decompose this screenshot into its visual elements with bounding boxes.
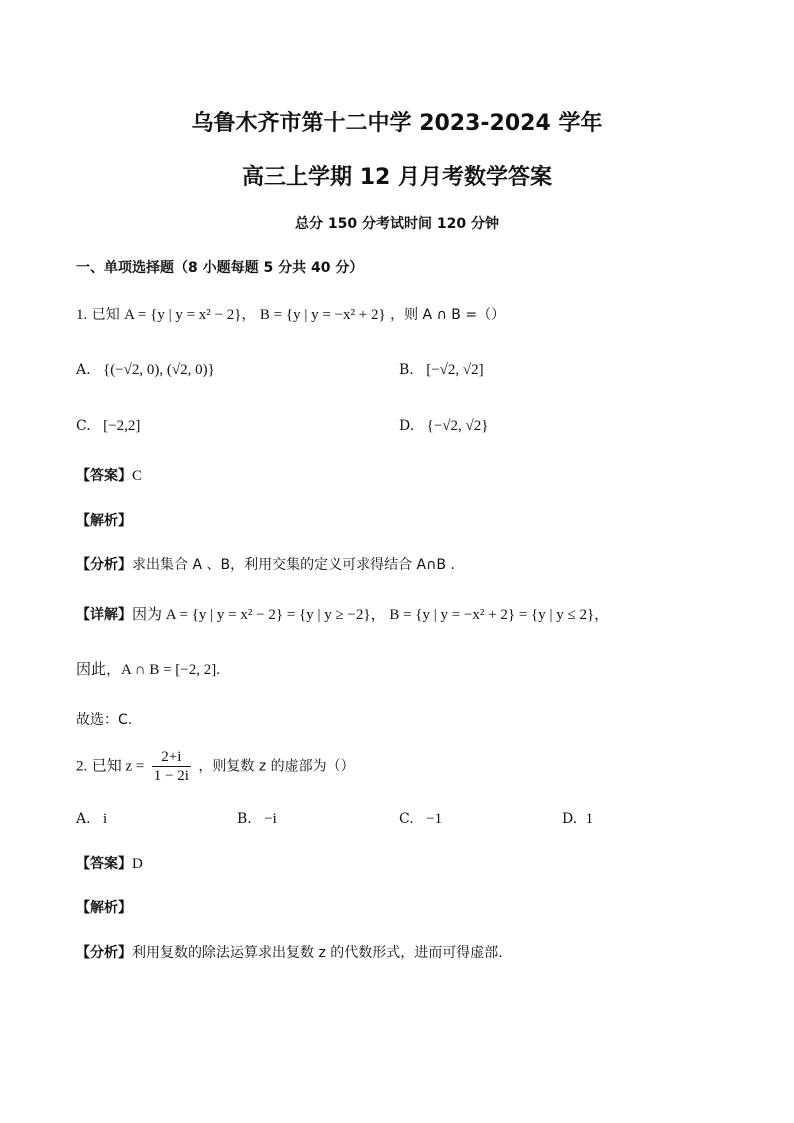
q1-analysis-tag: 【解析】	[76, 513, 132, 529]
option-text: 1	[585, 811, 594, 827]
option-label: B.	[237, 811, 252, 827]
question-stem-suffix: ，则复数 z 的虚部为（）	[198, 758, 355, 775]
option-text: i	[103, 811, 108, 827]
option-text: [−2,2]	[103, 418, 141, 434]
q2-fenxi	[76, 944, 503, 962]
option-label: D.	[562, 811, 578, 827]
q2-option-b	[237, 810, 277, 828]
q1-conclusion: 故选：C.	[76, 712, 133, 728]
option-label: C.	[399, 811, 414, 827]
q1-fenxi	[76, 556, 455, 574]
document-subtitle: 总分 150 分考试时间 120 分钟	[295, 216, 499, 232]
option-label: A.	[76, 362, 91, 378]
q2-option-d	[562, 810, 593, 828]
answer-value: C	[132, 468, 143, 484]
fenxi-text: 求出集合 A 、B，利用交集的定义可求得结合 A∩B .	[132, 557, 455, 573]
question-1-stem	[76, 306, 505, 324]
question-2-stem	[76, 748, 355, 785]
question-stem-prefix: 已知	[91, 307, 120, 323]
detail-tag: 【详解】	[76, 607, 132, 623]
option-text: −i	[264, 811, 277, 827]
option-label: B.	[399, 362, 414, 378]
q1-detail	[76, 606, 609, 624]
q1-option-c	[76, 417, 140, 435]
option-text: {(−√2, 0), (√2, 0)}	[103, 362, 215, 378]
q2-option-a	[76, 810, 107, 828]
fenxi-tag: 【分析】	[76, 557, 132, 573]
fenxi-text: 利用复数的除法运算求出复数 z 的代数形式，进而可得虚部.	[132, 945, 503, 961]
option-text: [−√2, √2]	[426, 362, 484, 378]
question-number: 2.	[76, 758, 88, 775]
question-stem-prefix: 已知 z =	[91, 758, 145, 775]
question-stem-suffix: ，则 A ∩ B =（）	[390, 307, 506, 323]
set-a-definition: A = {y | y = x² − 2}	[124, 307, 242, 323]
option-text: −1	[426, 811, 443, 827]
answer-tag: 【答案】	[76, 856, 132, 872]
document-title-line-2: 高三上学期 12 月月考数学答案	[242, 165, 552, 190]
fenxi-tag: 【分析】	[76, 945, 132, 961]
set-b-definition: B = {y | y = −x² + 2}	[259, 307, 386, 323]
fraction-numerator: 2+i	[152, 748, 191, 767]
q2-option-c	[399, 810, 442, 828]
q1-option-d	[399, 417, 488, 435]
q1-answer	[76, 467, 142, 485]
q1-therefore	[76, 661, 220, 679]
question-number: 1.	[76, 307, 88, 323]
separator: ，	[241, 307, 256, 323]
q1-option-b	[399, 361, 484, 379]
option-label: C.	[76, 418, 91, 434]
option-label: D.	[399, 418, 415, 434]
section-heading-single-choice: 一、单项选择题（8 小题每题 5 分共 40 分）	[76, 260, 364, 276]
option-text: {−√2, √2}	[426, 418, 489, 434]
fraction	[152, 748, 191, 785]
q1-option-a	[76, 361, 215, 379]
detail-text: 因为 A = {y | y = x² − 2} = {y | y ≥ −2}， B = {y | y = −x² + 2} = {y | y ≤ 2}，	[132, 607, 610, 623]
fraction-denominator: 1 − 2i	[153, 768, 189, 784]
answer-value: D	[132, 856, 143, 872]
q2-analysis-tag: 【解析】	[76, 900, 132, 916]
answer-tag: 【答案】	[76, 468, 132, 484]
therefore-text: 因此，A ∩ B = [−2, 2].	[76, 662, 221, 678]
option-label: A.	[76, 811, 91, 827]
q2-answer	[76, 855, 143, 873]
document-title-line-1: 乌鲁木齐市第十二中学 2023-2024 学年	[191, 111, 603, 136]
